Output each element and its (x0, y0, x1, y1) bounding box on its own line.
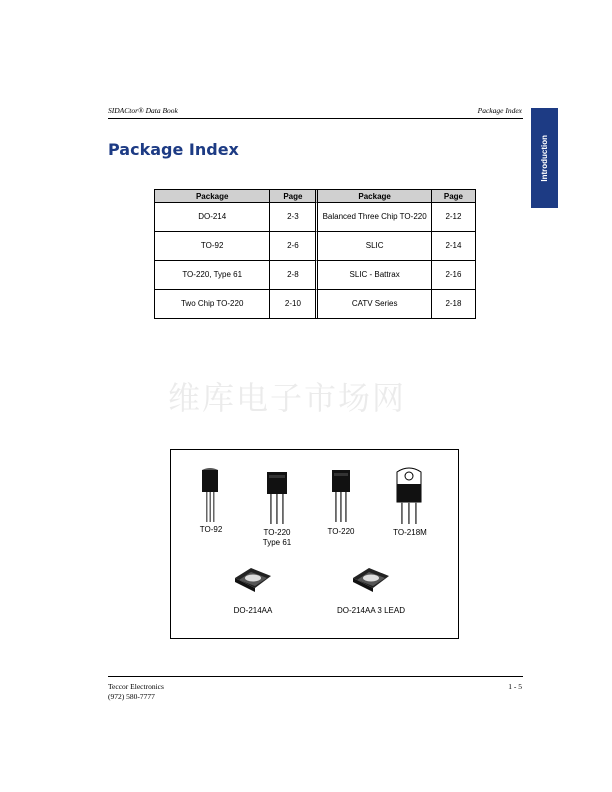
package-index-table (154, 189, 476, 319)
table-header-row (155, 190, 475, 203)
do214aa-package-icon (233, 564, 273, 594)
page-cell: 2-10 (270, 290, 318, 318)
column-header-package: Package (155, 190, 270, 203)
to218m-package-icon (395, 466, 423, 526)
page-number: 1 - 5 (508, 682, 522, 691)
to220-type61-label-line1: TO-220 (263, 528, 291, 537)
package-cell: SLIC - Battrax (318, 261, 432, 290)
watermark-text: 维库电子市场网 (168, 379, 407, 417)
column-header-page: Page (432, 190, 475, 203)
column-header-page: Page (270, 190, 318, 203)
footer-company: Teccor Electronics (108, 682, 164, 691)
page-cell: 2-16 (432, 261, 475, 290)
to218m-label: TO-218M (393, 528, 427, 537)
page-cell: 2-12 (432, 203, 475, 232)
to220-type61-label (256, 528, 298, 548)
to220-type61-package-icon (265, 472, 289, 526)
running-header-title: SIDACtor® Data Book (108, 106, 178, 115)
do214aa-3lead-package-icon (351, 564, 391, 594)
table-row (155, 203, 475, 232)
page-cell: 2-14 (432, 232, 475, 261)
package-cell: TO-92 (155, 232, 270, 261)
to92-package-icon (199, 468, 221, 524)
running-header-section: Package Index (477, 106, 522, 115)
footer-contact (108, 682, 164, 702)
page-cell: 2-8 (270, 261, 318, 290)
footer-divider (108, 676, 523, 677)
table-row (155, 261, 475, 290)
section-tab (531, 108, 558, 208)
package-cell: Two Chip TO-220 (155, 290, 270, 318)
package-cell: TO-220, Type 61 (155, 261, 270, 290)
column-header-package: Package (318, 190, 432, 203)
package-cell: Balanced Three Chip TO-220 (318, 203, 432, 232)
to220-label: TO-220 (327, 527, 355, 536)
do214aa-label: DO-214AA (233, 606, 273, 615)
package-cell: CATV Series (318, 290, 432, 318)
table-row (155, 290, 475, 318)
table-row (155, 232, 475, 261)
header-divider (108, 118, 523, 119)
page-cell: 2-3 (270, 203, 318, 232)
package-cell: DO-214 (155, 203, 270, 232)
to220-type61-label-line2: Type 61 (262, 538, 292, 547)
package-illustrations-panel (170, 449, 459, 639)
to220-package-icon (330, 470, 352, 524)
to92-label: TO-92 (199, 525, 223, 534)
section-tab-label: Introduction (540, 134, 549, 182)
page-cell: 2-6 (270, 232, 318, 261)
do214aa-3lead-label: DO-214AA 3 LEAD (336, 606, 406, 615)
page-cell: 2-18 (445, 299, 462, 308)
footer-phone: (972) 580-7777 (108, 692, 155, 701)
package-cell: SLIC (318, 232, 432, 261)
page-title: Package Index (108, 140, 239, 159)
